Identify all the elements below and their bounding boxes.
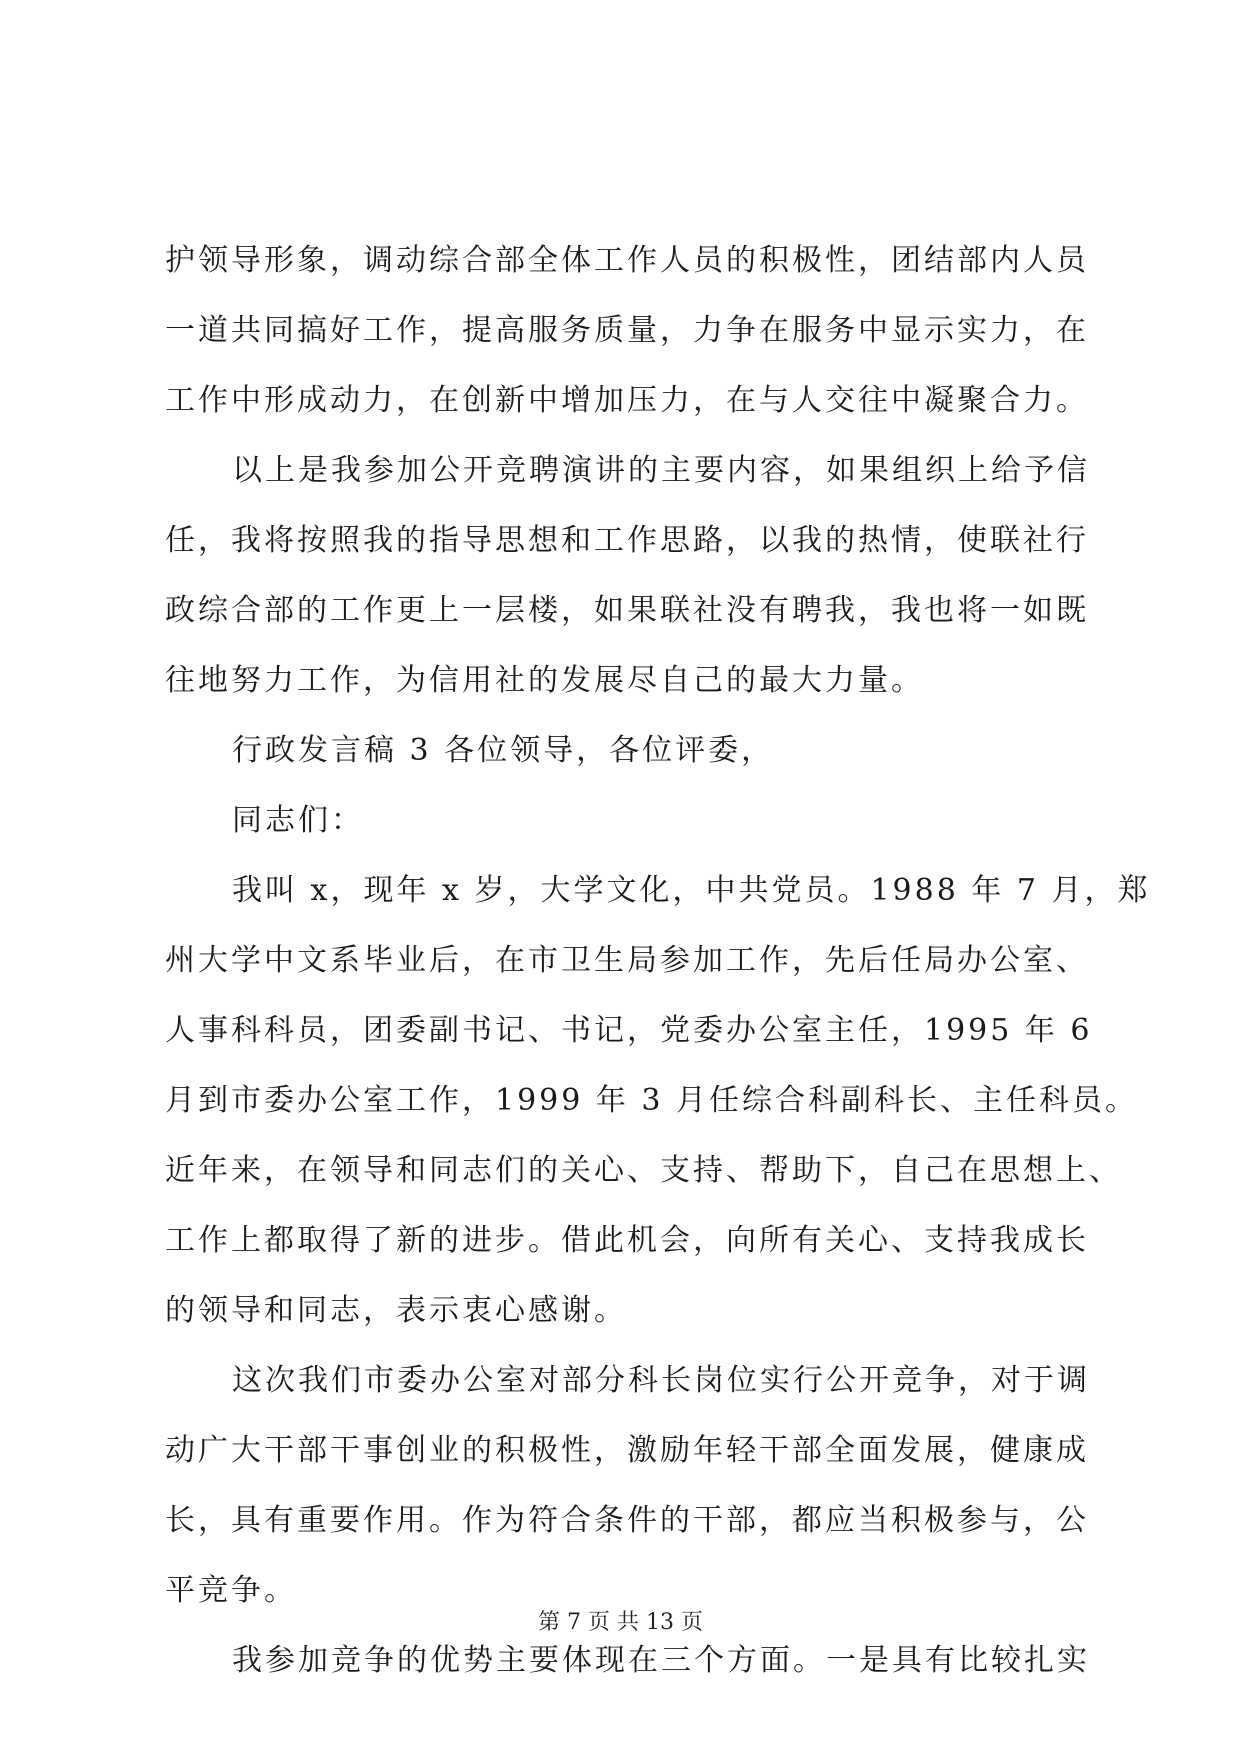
text-line: 护领导形象，调动综合部全体工作人员的积极性，团结部内人员 xyxy=(165,243,1089,278)
text-line: 一道共同搞好工作，提高服务质量，力争在服务中显示实力，在 xyxy=(165,313,1089,348)
text-line: 人事科科员，团委副书记、书记，党委办公室主任，1995 年 6 xyxy=(165,1013,1093,1048)
text-line: 行政发言稿 3 各位领导，各位评委， xyxy=(232,733,775,768)
text-line: 平竞争。 xyxy=(165,1573,297,1608)
text-line: 这次我们市委办公室对部分科长岗位实行公开竞争，对于调 xyxy=(232,1363,1090,1398)
page-number-label: 第 7 页 共 13 页 xyxy=(538,1610,703,1635)
document-body xyxy=(165,226,1151,1696)
text-line: 同志们： xyxy=(232,803,364,838)
text-line: 工作中形成动力，在创新中增加压力，在与人交往中凝聚合力。 xyxy=(165,383,1089,418)
text-line: 的领导和同志，表示衷心感谢。 xyxy=(165,1293,627,1328)
page-footer xyxy=(0,1608,1241,1638)
text-line: 工作上都取得了新的进步。借此机会，向所有关心、支持我成长 xyxy=(165,1223,1089,1258)
text-line: 任，我将按照我的指导思想和工作思路，以我的热情，使联社行 xyxy=(165,523,1089,558)
text-line: 政综合部的工作更上一层楼，如果联社没有聘我，我也将一如既 xyxy=(165,593,1089,628)
text-line: 以上是我参加公开竞聘演讲的主要内容，如果组织上给予信 xyxy=(232,453,1090,488)
text-line: 动广大干部干事创业的积极性，激励年轻干部全面发展，健康成 xyxy=(165,1433,1089,1468)
text-line: 月到市委办公室工作，1999 年 3 月任综合科副科长、主任科员。 xyxy=(165,1083,1139,1118)
text-line: 往地努力工作，为信用社的发展尽自己的最大力量。 xyxy=(165,663,924,698)
text-line: 我参加竞争的优势主要体现在三个方面。一是具有比较扎实 xyxy=(232,1643,1090,1678)
text-line: 我叫 x，现年 x 岁，大学文化，中共党员。1988 年 7 月，郑 xyxy=(232,873,1151,908)
text-line: 长，具有重要作用。作为符合条件的干部，都应当积极参与，公 xyxy=(165,1503,1089,1538)
text-line: 州大学中文系毕业后，在市卫生局参加工作，先后任局办公室、 xyxy=(165,943,1089,978)
text-line: 近年来，在领导和同志们的关心、支持、帮助下，自己在思想上、 xyxy=(165,1153,1122,1188)
